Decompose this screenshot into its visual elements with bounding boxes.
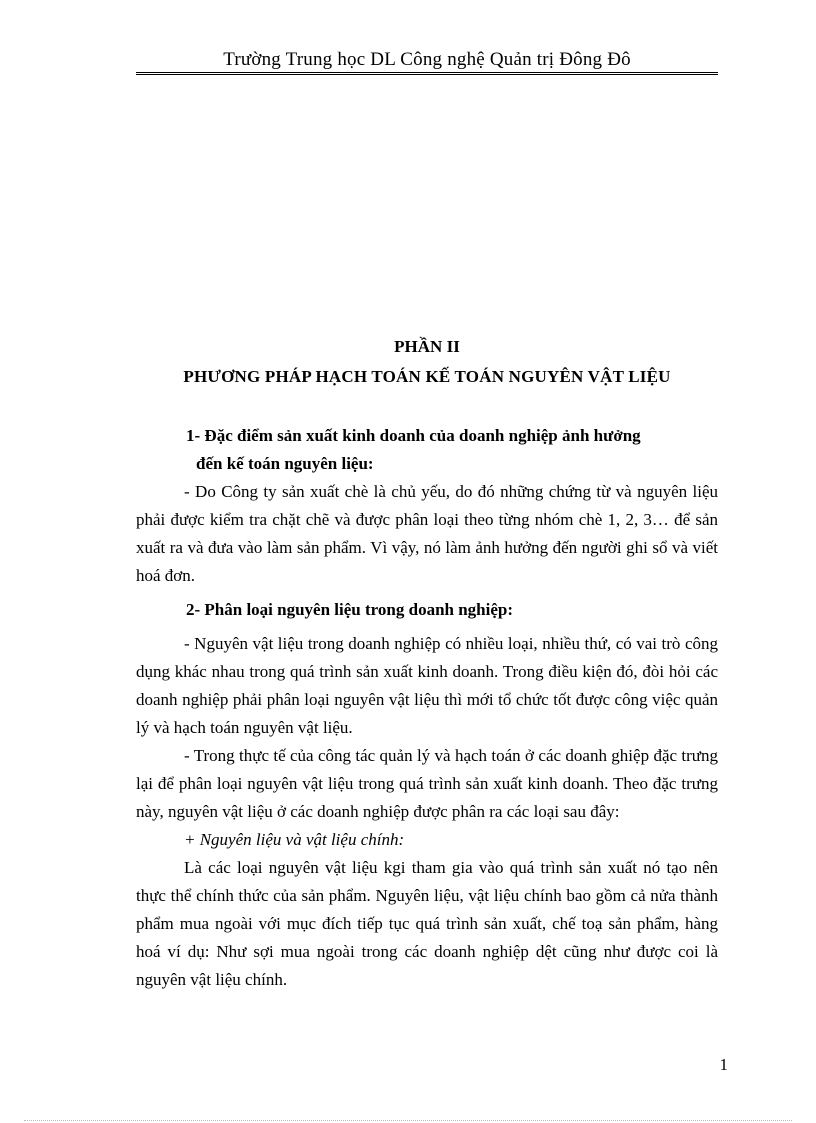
part-title: PHƯƠNG PHÁP HẠCH TOÁN KẾ TOÁN NGUYÊN VẬT LIỆU [183,367,671,386]
section-2-heading: 2- Phân loại nguyên liệu trong doanh nghiệp: [186,600,514,619]
section-2-paragraph-2: - Trong thực tế của công tác quản lý và hạch toán ở các doanh ghiệp đặc trưng lại để phân loại nguyên vật liệu trong quá trình sản xuất kinh doanh. Theo đặc trưng này, nguyên vật liệu ở các doanh nghiệp được phân ra các loại sau đây: [136,746,718,821]
section-2-subheading: + Nguyên liệu và vật liệu chính: [184,830,405,849]
section-1-paragraph: - Do Công ty sản xuất chè là chủ yếu, do đó những chứng từ và nguyên liệu phải được kiểm tra chặt chẽ và được phân loại theo từng nhóm chè 1, 2, 3… để sản xuất ra và đưa vào làm sản phẩm. Vì vậy, nó làm ảnh hưởng đến người ghi sổ và viết hoá đơn. [136,482,718,585]
section-1-heading-cont: đến kế toán nguyên liệu: [196,454,374,473]
page-header: Trường Trung học DL Công nghệ Quản trị Đông Đô [136,48,718,75]
section-2-paragraph-3: Là các loại nguyên vật liệu kgi tham gia vào quá trình sản xuất nó tạo nên thực thể chính thức của sản phẩm. Nguyên liệu, vật liệu chính bao gồm cả nửa thành phẩm mua ngoài với mục đích tiếp tục quá trình sản xuất, chế toạ sản phẩm, hàng hoá ví dụ: Như sợi mua ngoài trong các doanh nghiệp dệt cũng như được coi là nguyên vật liệu chính. [136,858,718,989]
section-2-paragraph-1: - Nguyên vật liệu trong doanh nghiệp có nhiều loại, nhiều thứ, có vai trò công dụng khác nhau trong quá trình sản xuất kinh doanh. Trong điều kiện đó, đòi hỏi các doanh nghiệp phải phân loại nguyên vật liệu thì mới tổ chức tốt được công việc quản lý và hạch toán nguyên vật liệu. [136,634,718,737]
part-number: PHẦN II [394,337,460,356]
section-1-heading: 1- Đặc điểm sản xuất kinh doanh của doanh nghiệp ảnh hưởng [186,426,641,445]
page-number: 1 [719,1055,728,1074]
document-body [136,422,718,994]
page-bottom-divider [24,1120,792,1121]
